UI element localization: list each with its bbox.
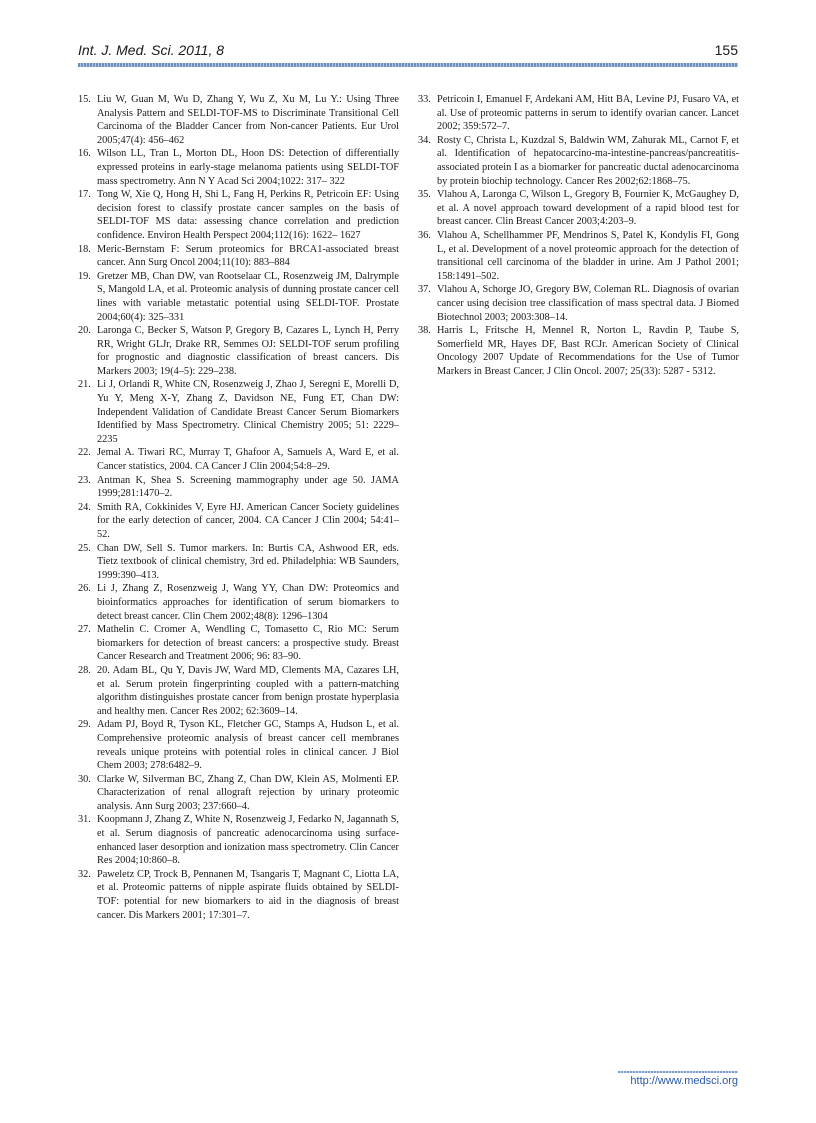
reference-number: 30.	[78, 773, 91, 785]
reference-number: 18.	[78, 243, 91, 255]
reference-text: Vlahou A, Schorge JO, Gregory BW, Coleman RL. Diagnosis of ovarian cancer using decision tree classification of mass spectral data. J Biomed Biotechnol 2003; 2003:308–14.	[437, 284, 739, 323]
reference-text: Rosty C, Christa L, Kuzdzal S, Baldwin WM, Zahurak ML, Carnot F, et al. Identification of hepatocarcino-ma-intestine-pancreas/pancreatitis- associated protein I as a biomarker for pancreatic ductal adenocarcinoma by protein biochip technology. Cancer Res 2002;62:1868–75.	[437, 134, 739, 187]
reference-item	[418, 134, 739, 188]
reference-number: 25.	[78, 542, 91, 554]
reference-number: 35.	[418, 189, 431, 201]
reference-number: 32.	[78, 868, 91, 880]
reference-number: 33.	[418, 94, 431, 105]
reference-number: 23.	[78, 474, 91, 486]
reference-text: Wilson LL, Tran L, Morton DL, Hoon DS: Detection of differentially expressed proteins in early-stage melanoma patients using SELDI-TOF mass spectrometry. Ann N Y Acad Sci 2004;1022: 317– 322	[97, 148, 399, 187]
journal-url-link[interactable]: http://www.medsci.org	[630, 1075, 738, 1087]
reference-number: 27.	[78, 624, 91, 636]
reference-number: 19.	[78, 270, 91, 282]
reference-item	[78, 773, 399, 814]
reference-number: 20.	[78, 325, 91, 337]
reference-item	[78, 324, 399, 378]
reference-number: 17.	[78, 189, 91, 201]
reference-column-right	[418, 93, 739, 378]
reference-number: 15.	[78, 94, 91, 105]
reference-number: 29.	[78, 719, 91, 731]
reference-item	[78, 188, 399, 242]
reference-number: 37.	[418, 284, 431, 296]
reference-item	[78, 378, 399, 446]
reference-column-left	[78, 93, 399, 922]
header-divider	[78, 63, 738, 67]
reference-item	[418, 283, 739, 324]
reference-text: Petricoin I, Emanuel F, Ardekani AM, Hitt BA, Levine PJ, Fusaro VA, et al. Use of proteomic patterns in serum to identify ovarian cancer. Lancet 2002; 359:572–7.	[437, 94, 739, 133]
reference-text: Antman K, Shea S. Screening mammography under age 50. JAMA 1999;281:1470–2.	[97, 474, 399, 500]
reference-text: Smith RA, Cokkinides V, Eyre HJ. American Cancer Society guidelines for the early detection of cancer, 2004. CA Cancer J Clin 2004; 54:41–52.	[97, 501, 399, 540]
reference-number: 38.	[418, 325, 431, 337]
page-number: 155	[714, 42, 738, 58]
reference-item	[78, 501, 399, 542]
reference-text: Paweletz CP, Trock B, Pennanen M, Tsangaris T, Magnant C, Liotta LA, et al. Proteomic patterns of nipple aspirate fluids obtained by SELDI-TOF: potential for new biomarkers to aid in the diagnosis of breast cancer. Dis Markers 2001; 17:301–7.	[97, 868, 399, 921]
reference-text: Chan DW, Sell S. Tumor markers. In: Burtis CA, Ashwood ER, eds. Tietz textbook of clinical chemistry, 3rd ed. Philadelphia: WB Saunders, 1999:390–413.	[97, 542, 399, 581]
footer-divider	[618, 1071, 738, 1073]
journal-citation: Int. J. Med. Sci. 2011, 8	[78, 42, 225, 58]
reference-text: Adam PJ, Boyd R, Tyson KL, Fletcher GC, Stamps A, Hudson L, et al. Comprehensive proteomic analysis of breast cancer cell membranes reveals unique proteins with potential roles in clinical cancer. J Biol Chem 2003; 278:6482–9.	[97, 719, 399, 772]
reference-item	[78, 542, 399, 583]
reference-item	[78, 813, 399, 867]
reference-number: 24.	[78, 501, 91, 513]
reference-number: 36.	[418, 229, 431, 241]
reference-text: Mathelin C. Cromer A, Wendling C, Tomasetto C, Rio MC: Serum biomarkers for detection of breast cancers: a prospective study. Breast Cancer Research and Treatment 2006; 96: 83–90.	[97, 624, 399, 663]
reference-item	[78, 243, 399, 270]
reference-item	[78, 147, 399, 188]
reference-item	[78, 582, 399, 623]
reference-number: 21.	[78, 379, 91, 391]
reference-item	[78, 868, 399, 922]
reference-number: 34.	[418, 134, 431, 146]
reference-item	[78, 664, 399, 718]
reference-item	[78, 474, 399, 501]
reference-text: 20. Adam BL, Qu Y, Davis JW, Ward MD, Clements MA, Cazares LH, et al. Serum protein fingerprinting coupled with a pattern-matching algorithm distinguishes prostate cancer from benign prostate hyperplasia and healthy men. Cancer Res 2002; 62:3609–14.	[97, 664, 399, 717]
reference-item	[78, 446, 399, 473]
reference-item	[418, 93, 739, 134]
reference-item	[78, 93, 399, 147]
reference-text: Li J, Zhang Z, Rosenzweig J, Wang YY, Chan DW: Proteomics and bioinformatics approaches for identification of serum biomarkers to detect breast cancer. Clin Chem 2002;48(8): 1296–1304	[97, 583, 399, 622]
reference-number: 16.	[78, 148, 91, 160]
reference-text: Meric-Bernstam F: Serum proteomics for BRCA1-associated breast cancer. Ann Surg Oncol 2004;11(10): 883–884	[97, 243, 399, 269]
page-header	[78, 40, 738, 62]
reference-text: Laronga C, Becker S, Watson P, Gregory B, Cazares L, Lynch H, Perry RR, Wright GLJr, Drake RR, Semmes OJ: SELDI-TOF serum profiling for prognostic and diagnostic classification of breast cancers. Dis Markers 2003; 19(4–5): 229–238.	[97, 325, 399, 377]
reference-list	[418, 93, 739, 378]
reference-text: Li J, Orlandi R, White CN, Rosenzweig J, Zhao J, Seregni E, Morelli D, Yu Y, Meng X-Y, Zhang Z, Davidson NE, Fung ET, Chan DW: Independent Validation of Candidate Breast Cancer Serum Biomarkers Identified by Mass Spectrometry. Clinical Chemistry 2005; 51: 2229–2235	[97, 379, 399, 445]
reference-text: Jemal A. Tiwari RC, Murray T, Ghafoor A, Samuels A, Ward E, et al. Cancer statistics, 2004. CA Cancer J Clin 2004;54:8–29.	[97, 447, 399, 473]
reference-number: 28.	[78, 664, 91, 676]
reference-text: Tong W, Xie Q, Hong H, Shi L, Fang H, Perkins R, Petricoin EF: Using decision forest to classify prostate cancer samples on the basis of SELDI-TOF MS data: assessing chance correlation and prediction confidence. Environ Health Perspect 2004;112(16): 1622– 1627	[97, 189, 399, 241]
reference-number: 26.	[78, 583, 91, 595]
reference-list	[78, 93, 399, 922]
reference-text: Gretzer MB, Chan DW, van Rootselaar CL, Rosenzweig JM, Dalrymple S, Mangold LA, et al. Proteomic analysis of dunning prostate cancer cell lines with variable metastatic potential using SELDI-TOF. Prostate 2004;60(4): 325–331	[97, 270, 399, 323]
reference-item	[418, 188, 739, 229]
reference-number: 31.	[78, 814, 91, 826]
reference-text: Clarke W, Silverman BC, Zhang Z, Chan DW, Klein AS, Molmenti EP. Characterization of renal allograft rejection by urinary proteomic analysis. Ann Surg 2003; 237:660–4.	[97, 773, 399, 812]
reference-item	[418, 324, 739, 378]
reference-text: Liu W, Guan M, Wu D, Zhang Y, Wu Z, Xu M, Lu Y.: Using Three Analysis Pattern and SELDI-TOF-MS to Discriminate Transitional Cell Carcinoma of the Bladder Cancer from Non-cancer Patients. Eur Urol 2005;47(4): 456–462	[97, 94, 399, 146]
reference-item	[78, 623, 399, 664]
reference-item	[78, 718, 399, 772]
reference-number: 22.	[78, 447, 91, 459]
reference-text: Koopmann J, Zhang Z, White N, Rosenzweig J, Fedarko N, Jagannath S, et al. Serum diagnosis of pancreatic adenocarcinoma using surface-enhanced laser desorption and ionization mass spectrometry. Clin Cancer Res 2004;10:860–8.	[97, 814, 399, 867]
reference-text: Vlahou A, Laronga C, Wilson L, Gregory B, Fournier K, McGaughey D, et al. A novel approach toward development of a rapid blood test for breast cancer. Clin Breast Cancer 2003;4:203–9.	[437, 189, 739, 228]
reference-text: Vlahou A, Schellhammer PF, Mendrinos S, Patel K, Kondylis FI, Gong L, et al. Development of a novel proteomic approach for the detection of transitional cell carcinoma of the bladder in urine. Am J Pathol 2001; 158:1491–502.	[437, 229, 739, 282]
reference-item	[418, 229, 739, 283]
reference-item	[78, 270, 399, 324]
reference-text: Harris L, Fritsche H, Mennel R, Norton L, Ravdin P, Taube S, Somerfield MR, Hayes DF, Bast RCJr. American Society of Clinical Oncology 2007 Update of Recommendations for the Use of Tumor Markers in Breast Cancer. J Clin Oncol. 2007; 25(33): 5287 - 5312.	[437, 325, 739, 377]
